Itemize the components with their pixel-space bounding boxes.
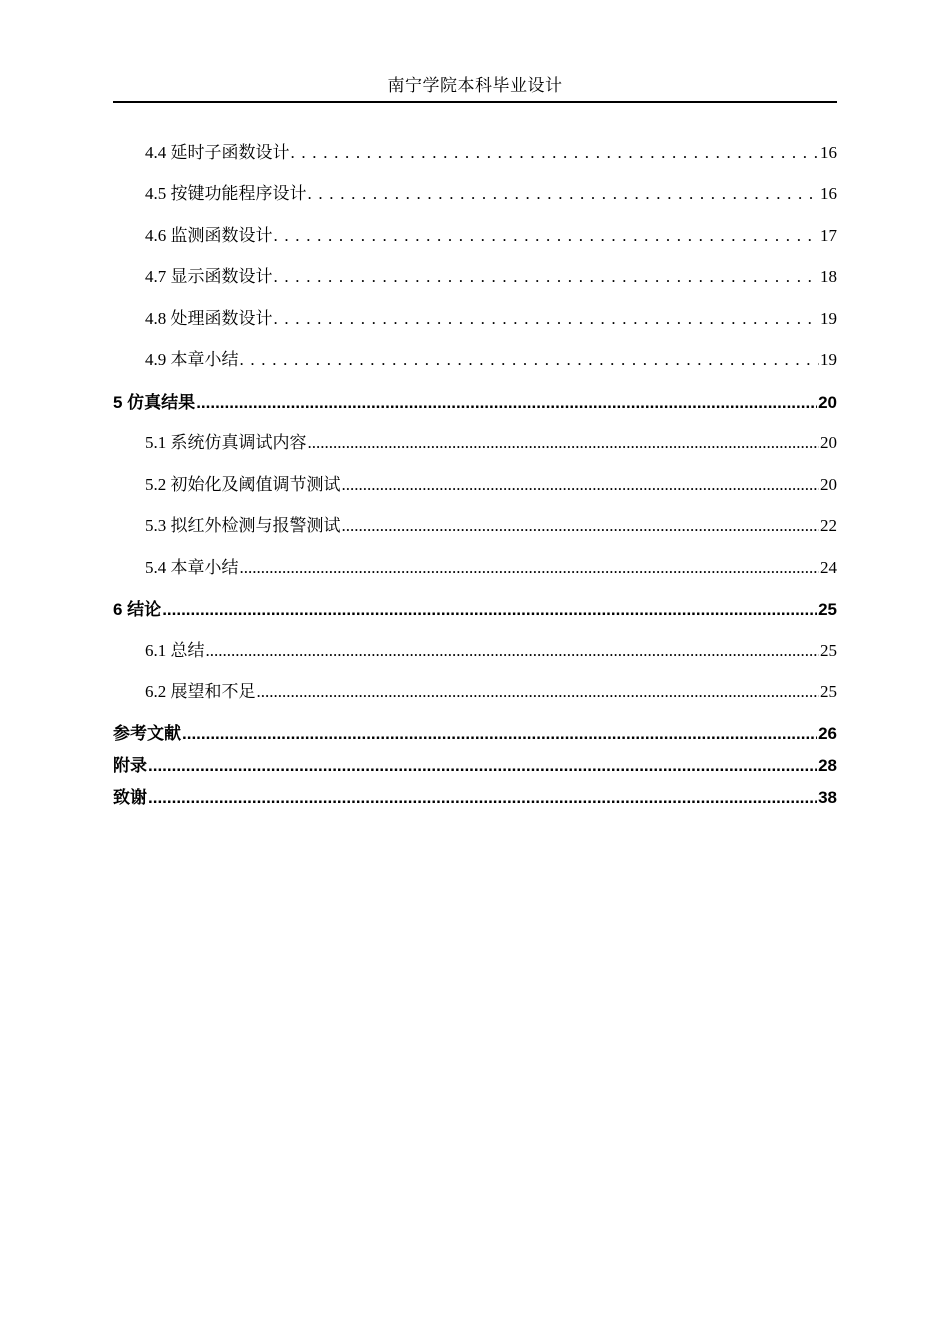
toc-entry-title: 4.5 按键功能程序设计 — [145, 184, 307, 203]
toc-entry-page: 16 — [820, 143, 837, 162]
dot-leader — [206, 640, 820, 662]
toc-entry-page: 16 — [820, 184, 837, 203]
toc-entry-page: 25 — [820, 682, 837, 701]
toc-entry-title: 4.6 监测函数设计 — [145, 226, 273, 245]
toc-entry-title: 致谢 — [113, 788, 147, 807]
toc-entry-page: 28 — [818, 756, 837, 775]
toc-entry-acknowledgements[interactable] — [113, 785, 837, 809]
dot-leader — [274, 225, 820, 247]
toc-entry-page: 24 — [820, 558, 837, 577]
toc-entry-page: 20 — [818, 393, 837, 412]
dot-leader — [257, 681, 820, 703]
toc-entry-title: 5.2 初始化及阈值调节测试 — [145, 475, 341, 494]
toc-entry-title: 5.1 系统仿真调试内容 — [145, 433, 307, 452]
toc-entry-appendix[interactable] — [113, 753, 837, 777]
toc-entry-references[interactable] — [113, 721, 837, 745]
header-title: 南宁学院本科毕业设计 — [387, 76, 563, 95]
toc-entry-page: 20 — [820, 433, 837, 452]
dot-leader — [148, 787, 817, 809]
toc-entry-title: 5 仿真结果 — [113, 393, 196, 412]
toc-entry-4-5[interactable] — [145, 181, 837, 205]
dot-leader — [182, 723, 817, 745]
dot-leader — [308, 432, 820, 454]
toc-entry-page: 26 — [818, 724, 837, 743]
toc-entry-4-4[interactable] — [145, 140, 837, 164]
toc-entry-5-4[interactable] — [145, 555, 837, 579]
toc-entry-title: 4.9 本章小结 — [145, 350, 239, 369]
toc-entry-title: 5.4 本章小结 — [145, 558, 239, 577]
toc-entry-title: 6 结论 — [113, 600, 162, 619]
toc-entry-title: 参考文献 — [113, 724, 181, 743]
toc-entry-page: 20 — [820, 475, 837, 494]
dot-leader — [240, 349, 820, 371]
dot-leader — [342, 515, 820, 537]
toc-entry-4-9[interactable] — [145, 347, 837, 371]
toc-entry-title: 6.2 展望和不足 — [145, 682, 256, 701]
toc-entry-title: 6.1 总结 — [145, 641, 205, 660]
toc-entry-page: 19 — [820, 350, 837, 369]
toc-entry-page: 38 — [818, 788, 837, 807]
toc-entry-4-8[interactable] — [145, 306, 837, 330]
toc-entry-chapter-5[interactable] — [113, 390, 837, 414]
toc-entry-5-3[interactable] — [145, 513, 837, 537]
dot-leader — [240, 557, 820, 579]
toc-entry-title: 4.7 显示函数设计 — [145, 267, 273, 286]
toc-entry-4-7[interactable] — [145, 264, 837, 288]
toc-entry-page: 22 — [820, 516, 837, 535]
dot-leader — [162, 599, 817, 621]
toc-entry-title: 4.4 延时子函数设计 — [145, 143, 290, 162]
toc-entry-chapter-6[interactable] — [113, 597, 837, 621]
dot-leader — [308, 183, 820, 205]
toc-entry-5-2[interactable] — [145, 472, 837, 496]
toc-entry-title: 4.8 处理函数设计 — [145, 309, 273, 328]
toc-entry-6-1[interactable] — [145, 638, 837, 662]
toc-entry-page: 25 — [818, 600, 837, 619]
dot-leader — [291, 142, 820, 164]
toc-entry-5-1[interactable] — [145, 430, 837, 454]
toc-entry-page: 18 — [820, 267, 837, 286]
toc-entry-title: 5.3 拟红外检测与报警测试 — [145, 516, 341, 535]
dot-leader — [196, 392, 817, 414]
toc-entry-page: 19 — [820, 309, 837, 328]
dot-leader — [274, 266, 820, 288]
toc-entry-page: 17 — [820, 226, 837, 245]
toc-entry-page: 25 — [820, 641, 837, 660]
dot-leader — [342, 474, 820, 496]
toc-entry-title: 附录 — [113, 756, 147, 775]
toc-entry-4-6[interactable] — [145, 223, 837, 247]
toc-entry-6-2[interactable] — [145, 679, 837, 703]
dot-leader — [274, 308, 820, 330]
dot-leader — [148, 755, 817, 777]
